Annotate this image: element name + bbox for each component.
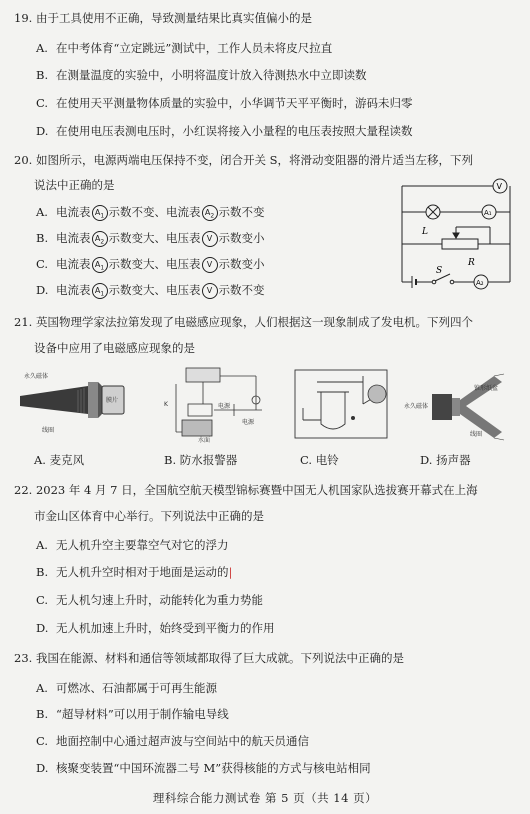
q19-stem: 19. 由于工具使用不正确，导致测量结果比真实值偏小的是 — [14, 11, 312, 25]
q22-option-b: B. 无人机升空时相对于地面是运动的| — [36, 565, 233, 579]
q20-stem-line1: 20. 如图所示，电源两端电压保持不变，闭合开关 S，将滑动变阻器的滑片适当左移，下列 — [14, 153, 473, 167]
alarm-source-label-2: 电源 — [242, 419, 255, 426]
q22-stem-line2: 市金山区体育中心举行。下列说法中正确的是 — [34, 509, 264, 523]
ammeter-2-icon: $A_2$ — [92, 231, 108, 247]
alarm-source-label-1: 电源 — [218, 403, 231, 410]
q21-caption-b: B. 防水报警器 — [164, 453, 238, 467]
q22-stem-line1: 22. 2023 年 4 月 7 日，全国航空航天模型锦标赛暨中国无人机国家队选拔赛开幕式在上海 — [14, 483, 478, 497]
q23-option-b: B. “超导材料”可以用于制作输电导线 — [36, 707, 229, 721]
circuit-switch-label: S — [436, 266, 443, 276]
ammeter-1-icon: $A_1$ — [92, 257, 108, 273]
speaker-coil-label: 线圈 — [470, 431, 483, 438]
mic-magnet-label: 永久磁体 — [24, 373, 49, 380]
q23-stem: 23. 我国在能源、材料和通信等领域都取得了巨大成就。下列说法中正确的是 — [14, 651, 404, 665]
q20-option-d: D. 电流表 $A_1$ 示数变大、电压表 V 示数不变 — [36, 283, 265, 298]
voltmeter-icon: V — [202, 283, 218, 299]
q23-option-d: D. 核聚变装置“中国环流器二号 M”获得核能的方式与核电站相同 — [36, 761, 371, 775]
q21-caption-d: D. 扬声器 — [420, 453, 471, 467]
q20-option-b: B. 电流表 $A_2$ 示数变大、电压表 V 示数变小 — [36, 231, 265, 246]
mic-coil-label: 线圈 — [42, 427, 55, 434]
circuit-lamp-label: L — [422, 227, 428, 237]
q20-option-a: A. 电流表 $A_1$ 示数不变、电流表 $A_2$ 示数不变 — [36, 205, 265, 220]
microphone-figure — [18, 368, 130, 440]
q22-option-d: D. 无人机加速上升时，始终受到平衡力的作用 — [36, 621, 275, 635]
q22-option-c: C. 无人机匀速上升时，动能转化为重力势能 — [36, 593, 263, 607]
q21-caption-a: A. 麦克风 — [34, 453, 85, 467]
q21-stem-line2: 设备中应用了电磁感应现象的是 — [34, 341, 195, 355]
q19-option-d: D. 在使用电压表测电压时，小红误将接入小量程的电压表按照大量程读数 — [36, 124, 413, 138]
circuit-a1-label: A₁ — [484, 209, 492, 217]
mic-membrane-label: 膜片 — [106, 397, 119, 404]
q20-circuit-diagram — [390, 172, 520, 298]
q20-stem-line2: 说法中正确的是 — [34, 178, 115, 192]
ammeter-2-icon: $A_2$ — [202, 205, 218, 221]
q19-option-c: C. 在使用天平测量物体质量的实验中，小华调节天平平衡时，游码未归零 — [36, 96, 413, 110]
voltmeter-icon: V — [202, 257, 218, 273]
voltmeter-icon: V — [202, 231, 218, 247]
q19-option-a: A. 在中考体育“立定跳远”测试中，工作人员未将皮尺拉直 — [36, 41, 333, 55]
alarm-water-label: 水面 — [198, 437, 211, 444]
q22-option-a: A. 无人机升空主要靠空气对它的浮力 — [36, 538, 229, 552]
q20-option-c: C. 电流表 $A_1$ 示数变大、电压表 V 示数变小 — [36, 257, 265, 272]
ammeter-1-icon: $A_1$ — [92, 283, 108, 299]
ammeter-1-icon: $A_1$ — [92, 205, 108, 221]
speaker-magnet-label: 永久磁体 — [404, 403, 429, 410]
circuit-a2-label: A₂ — [476, 279, 484, 287]
q21-stem-line1: 21. 英国物理学家法拉第发现了电磁感应现象，人们根据这一现象制成了发电机。下列四个 — [14, 315, 473, 329]
q19-option-b: B. 在测量温度的实验中，小明将温度计放入待测热水中立即读数 — [36, 68, 367, 82]
page-footer: 理科综合能力测试卷 第 5 页（共 14 页） — [152, 791, 378, 805]
alarm-k-label: K — [164, 401, 168, 408]
electric-bell-figure — [293, 368, 393, 442]
water-alarm-figure — [158, 364, 270, 444]
speaker-cone-label: 锥形纸盆 — [474, 385, 499, 392]
q23-option-a: A. 可燃冰、石油都属于可再生能源 — [36, 681, 217, 695]
circuit-v-label: V — [496, 182, 502, 191]
circuit-rheostat-label: R — [468, 258, 475, 268]
q23-option-c: C. 地面控制中心通过超声波与空间站中的航天员通信 — [36, 734, 309, 748]
loudspeaker-figure — [404, 370, 516, 442]
q21-caption-c: C. 电铃 — [300, 453, 339, 467]
